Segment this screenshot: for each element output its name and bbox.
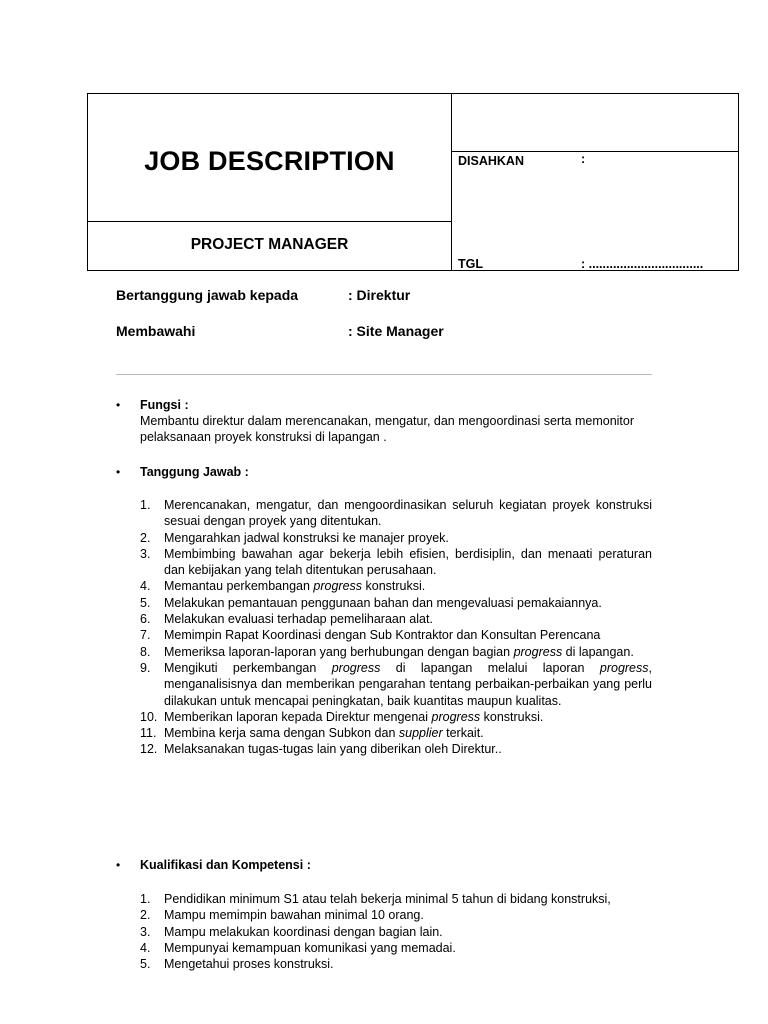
list-item-text: di lapangan melalui laporan — [380, 660, 600, 675]
list-item — [116, 924, 652, 940]
list-item-number: 3. — [140, 546, 151, 561]
list-item-number: 5. — [140, 957, 151, 972]
tanggung-jawab-section — [116, 464, 652, 480]
list-item-text: Merencanakan, mengatur, dan mengoordinasikan seluruh kegiatan proyek konstruksi sesuai dengan proyek yang ditentukan. — [164, 498, 652, 529]
kualifikasi-section — [116, 857, 652, 873]
list-item-text: , menganalisisnya dan memberikan pengarahan tentang perbaikan-perbaikan yang perlu dilakukan untuk mencapai peningkatan, baik kuantitas maupun kualitas. — [164, 660, 652, 708]
list-item-text: konstruksi. — [362, 579, 426, 594]
fungsi-title: Fungsi : — [140, 398, 189, 412]
list-item-text: Mampu melakukan koordinasi dengan bagian lain. — [164, 924, 443, 939]
list-item-emphasis: progress — [313, 579, 363, 594]
list-item-number: 2. — [140, 908, 151, 923]
list-item-text: terkait. — [442, 726, 484, 741]
job-title: PROJECT MANAGER — [190, 236, 349, 253]
list-item-number: 12. — [140, 742, 158, 757]
fungsi-section — [116, 397, 652, 445]
list-item-number: 6. — [140, 612, 151, 627]
list-item — [116, 595, 652, 611]
list-item-number: 4. — [140, 579, 151, 594]
disahkan-value: : — [581, 152, 586, 166]
list-item-text: Melaksanakan tugas-tugas lain yang diberikan oleh Direktur.. — [164, 742, 502, 757]
list-item-emphasis: supplier — [398, 726, 443, 741]
list-item-emphasis: progress — [599, 660, 649, 675]
list-item-number: 7. — [140, 628, 151, 643]
supervises-value: : Site Manager — [348, 323, 444, 339]
list-item — [116, 578, 652, 594]
list-item-number: 9. — [140, 660, 151, 675]
list-item — [116, 956, 652, 972]
list-item — [116, 530, 652, 546]
kualifikasi-list — [116, 891, 652, 972]
list-item-text: di lapangan. — [562, 644, 634, 659]
list-item-text: Membimbing bawahan agar bekerja lebih efisien, berdisiplin, dan menaati peraturan dan kebijakan yang telah ditentukan perusahaan. — [164, 546, 652, 578]
list-item-number: 1. — [140, 892, 151, 906]
list-item-text: Mempunyai kemampuan komunikasi yang memadai. — [164, 940, 456, 955]
tanggung-jawab-title: Tanggung Jawab : — [140, 465, 249, 479]
header-divider-vertical — [451, 94, 452, 270]
header-divider-right — [451, 151, 738, 152]
list-item-emphasis: progress — [431, 709, 481, 724]
list-item-number: 1. — [140, 498, 151, 512]
list-item — [116, 725, 652, 741]
list-item-number: 4. — [140, 940, 151, 955]
list-item — [116, 497, 652, 530]
list-item-text: Memberikan laporan kepada Direktur mengenai — [164, 709, 432, 724]
list-item-text: Mengetahui proses konstruksi. — [164, 957, 334, 972]
list-item-number: 8. — [140, 644, 151, 659]
list-item-number: 3. — [140, 924, 151, 939]
list-item-text: Mampu memimpin bawahan minimal 10 orang. — [164, 908, 424, 923]
list-item — [116, 940, 652, 956]
disahkan-label: DISAHKAN — [458, 154, 524, 168]
reports-to-label: Bertanggung jawab kepada — [116, 287, 299, 303]
list-item-number: 5. — [140, 595, 151, 610]
kualifikasi-title: Kualifikasi dan Kompetensi : — [140, 858, 311, 872]
tgl-value: : ................................. — [581, 257, 704, 271]
list-item-text: Memeriksa laporan-laporan yang berhubungan dengan bagian — [164, 644, 514, 659]
list-item — [116, 891, 652, 907]
list-item-text: Pendidikan minimum S1 atau telah bekerja minimal 5 tahun di bidang konstruksi, — [164, 892, 611, 906]
header-divider-left — [88, 221, 451, 222]
tanggung-jawab-list — [116, 497, 652, 758]
tgl-label: TGL — [458, 257, 483, 271]
list-item — [116, 546, 652, 579]
list-item-text: Melakukan pemantauan penggunaan bahan dan mengevaluasi pemakaiannya. — [164, 595, 602, 610]
list-item-text: Melakukan evaluasi terhadap pemeliharaan alat. — [164, 612, 433, 627]
document-title: JOB DESCRIPTION — [144, 146, 395, 176]
list-item-number: 2. — [140, 530, 151, 545]
list-item-number: 10. — [140, 709, 158, 724]
bullet-icon: • — [116, 465, 121, 479]
fungsi-text: Membantu direktur dalam merencanakan, mengatur, dan mengoordinasi serta memonitor pelaksanaan proyek konstruksi di lapangan . — [140, 414, 635, 444]
list-item — [116, 660, 652, 709]
reports-to-value: : Direktur — [348, 287, 411, 303]
list-item — [116, 907, 652, 923]
list-item — [116, 644, 652, 660]
list-item-emphasis: progress — [513, 644, 563, 659]
list-item — [116, 611, 652, 627]
bullet-icon: • — [116, 858, 121, 872]
list-item — [116, 627, 652, 643]
list-item-text: Mengikuti perkembangan — [164, 660, 332, 675]
section-divider — [116, 374, 652, 375]
list-item-number: 11. — [140, 726, 157, 741]
list-item-text: Memimpin Rapat Koordinasi dengan Sub Kontraktor dan Konsultan Perencana — [164, 628, 601, 643]
list-item-text: Mengarahkan jadwal konstruksi ke manajer proyek. — [164, 530, 449, 545]
list-item-text: Memantau perkembangan — [164, 579, 314, 594]
list-item-emphasis: progress — [331, 660, 381, 675]
supervises-label: Membawahi — [116, 323, 196, 339]
list-item-text: Membina kerja sama dengan Subkon dan — [164, 726, 399, 741]
bullet-icon: • — [116, 398, 121, 412]
list-item — [116, 741, 652, 757]
list-item — [116, 709, 652, 725]
header-table — [87, 93, 739, 271]
list-item-text: konstruksi. — [480, 709, 544, 724]
